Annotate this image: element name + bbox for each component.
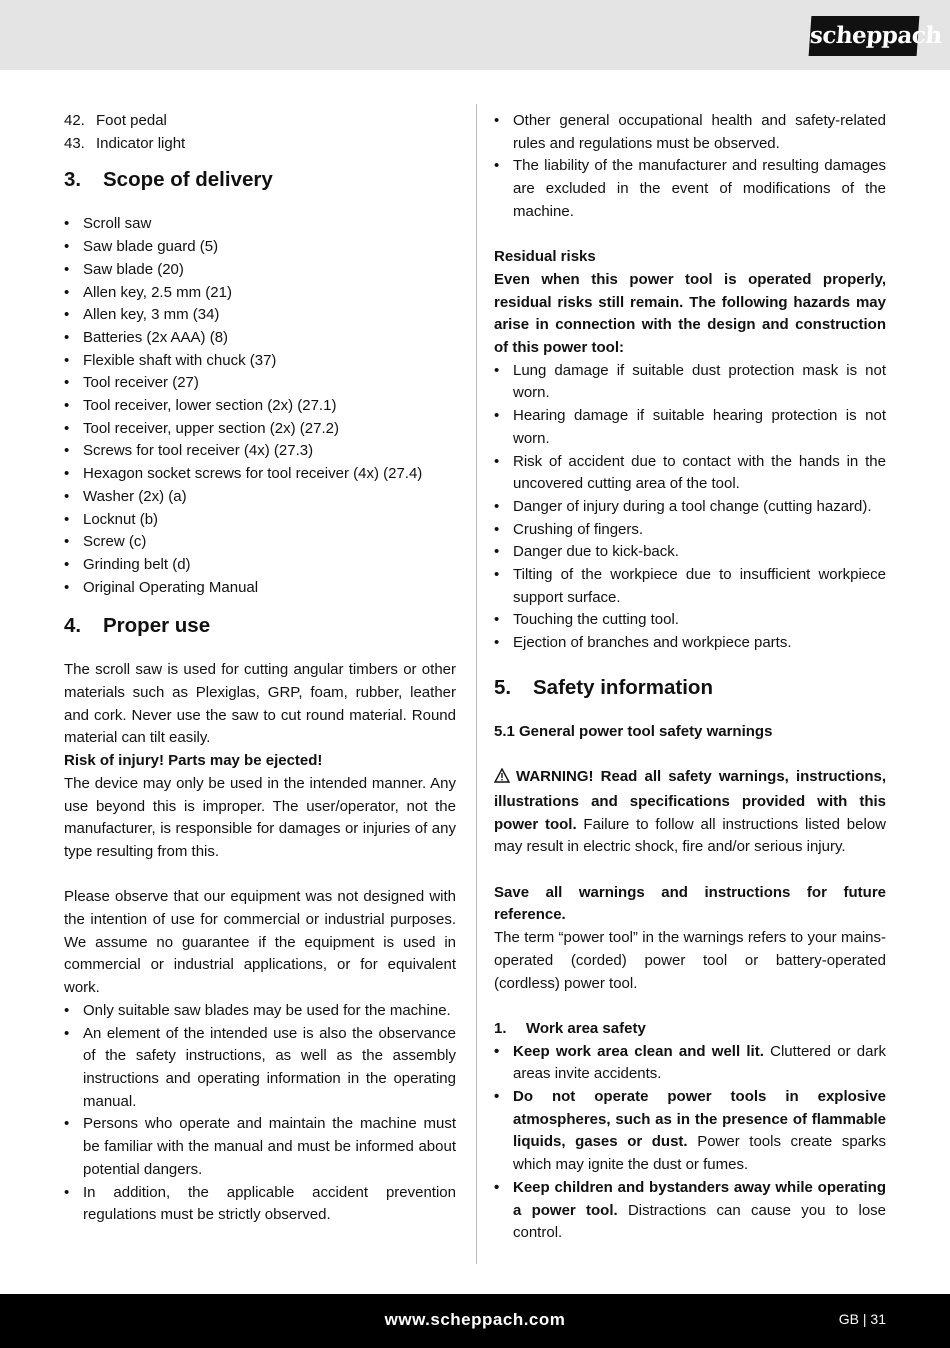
list-item: • Screw (c) bbox=[64, 531, 456, 554]
delivery-list bbox=[64, 213, 456, 599]
risk-warning: Risk of injury! Parts may be ejected! bbox=[64, 752, 323, 770]
list-item: • An element of the intended use is also the observance of the safety instructions, as well as the assembly instructions and operating information in the operating manual. bbox=[64, 1023, 456, 1114]
list-item: • Other general occupational health and safety-related rules and regulations must be observed. bbox=[494, 110, 886, 155]
page-footer bbox=[0, 1294, 950, 1348]
section-heading-safety-information: 5. Safety information bbox=[494, 675, 713, 699]
list-item: • Allen key, 2.5 mm (21) bbox=[64, 282, 456, 305]
paragraph: The device may only be used in the intended manner. Any use beyond this is improper. The user/operator, not the manufacturer, is responsible for damages or injuries of any type resulting from this. bbox=[64, 774, 456, 860]
list-item: • Touching the cutting tool. bbox=[494, 609, 886, 632]
column-divider bbox=[476, 104, 477, 1264]
list-item: • Allen key, 3 mm (34) bbox=[64, 304, 456, 327]
list-item: • Ejection of branches and workpiece parts. bbox=[494, 632, 886, 655]
list-item: • Tool receiver (27) bbox=[64, 372, 456, 395]
list-item: • Original Operating Manual bbox=[64, 577, 456, 600]
residual-risks-intro: Even when this power tool is operated properly, residual risks still remain. The following hazards may arise in connection with the design and construction of this power tool: bbox=[494, 270, 886, 357]
paragraph: The term “power tool” in the warnings refers to your mains-operated (corded) power tool or battery-operated (cordless) power tool. bbox=[494, 929, 886, 992]
list-item: • Danger of injury during a tool change (cutting hazard). bbox=[494, 496, 886, 519]
list-item: • The liability of the manufacturer and resulting damages are excluded in the event of modifications of the machine. bbox=[494, 155, 886, 223]
list-item: • Grinding belt (d) bbox=[64, 554, 456, 577]
list-item: • Crushing of fingers. bbox=[494, 519, 886, 542]
right-column bbox=[494, 110, 886, 1245]
list-item: • Tool receiver, upper section (2x) (27.2) bbox=[64, 418, 456, 441]
list-item: • Only suitable saw blades may be used for the machine. bbox=[64, 1000, 456, 1023]
list-item: • Screws for tool receiver (4x) (27.3) bbox=[64, 440, 456, 463]
residual-risks-list bbox=[494, 360, 886, 655]
general-rules-list bbox=[494, 110, 886, 224]
subsection-heading: 5.1 General power tool safety warnings bbox=[494, 722, 773, 740]
left-column bbox=[64, 110, 456, 1227]
website-link[interactable]: www.scheppach.com bbox=[384, 1310, 566, 1329]
list-item: • Danger due to kick-back. bbox=[494, 541, 886, 564]
warning-triangle-icon bbox=[494, 768, 510, 791]
work-area-safety-list bbox=[494, 1041, 886, 1245]
list-item: • Washer (2x) (a) bbox=[64, 486, 456, 509]
list-item: • In addition, the applicable accident prevention regulations must be strictly observed. bbox=[64, 1182, 456, 1227]
page-header bbox=[0, 0, 950, 70]
warning-paragraph: WARNING! Read all safety warnings, instructions, illustrations and specifications provided with this power tool. Failure to follow all instructions listed below may result in electric shock, fire and/or serious injury. bbox=[494, 768, 886, 856]
section-heading-scope-of-delivery: 3. Scope of delivery bbox=[64, 168, 273, 192]
list-item: • Lung damage if suitable dust protection mask is not worn. bbox=[494, 360, 886, 405]
list-item: 42. Foot pedal bbox=[64, 112, 167, 129]
list-item: • Batteries (2x AAA) (8) bbox=[64, 327, 456, 350]
list-item: • Keep children and bystanders away while operating a power tool. Distractions can cause you to lose control. bbox=[494, 1177, 886, 1245]
list-item: • Saw blade guard (5) bbox=[64, 236, 456, 259]
list-item: • Persons who operate and maintain the machine must be familiar with the manual and must be informed about potential dangers. bbox=[64, 1113, 456, 1181]
list-item: • Tool receiver, lower section (2x) (27.1) bbox=[64, 395, 456, 418]
list-item: • Saw blade (20) bbox=[64, 259, 456, 282]
list-item: • Locknut (b) bbox=[64, 509, 456, 532]
list-item: • Flexible shaft with chuck (37) bbox=[64, 350, 456, 373]
list-item: 43. Indicator light bbox=[64, 134, 186, 152]
list-item: • Hexagon socket screws for tool receiver (4x) (27.4) bbox=[64, 463, 456, 486]
work-area-safety-heading: 1. Work area safety bbox=[494, 1019, 646, 1037]
list-item: • Hearing damage if suitable hearing protection is not worn. bbox=[494, 405, 886, 450]
paragraph: Please observe that our equipment was not designed with the intention of use for commercial or industrial purposes. We assume no guarantee if the equipment is used in commercial or industrial applications, or for equivalent work. bbox=[64, 888, 456, 997]
parts-list-continued bbox=[64, 110, 456, 155]
list-item: • Tilting of the workpiece due to insufficient workpiece support surface. bbox=[494, 564, 886, 609]
list-item: • Keep work area clean and well lit. Cluttered or dark areas invite accidents. bbox=[494, 1041, 886, 1086]
list-item: • Scroll saw bbox=[64, 213, 456, 236]
section-heading-proper-use: 4. Proper use bbox=[64, 614, 211, 638]
scheppach-logo: scheppach bbox=[809, 16, 920, 56]
list-item: • Risk of accident due to contact with the hands in the uncovered cutting area of the tool. bbox=[494, 451, 886, 496]
page-number: GB | 31 bbox=[838, 1311, 886, 1327]
save-instructions-note: Save all warnings and instructions for future reference. bbox=[494, 883, 886, 924]
paragraph: The scroll saw is used for cutting angular timbers or other materials such as Plexiglas, GRP, foam, rubber, leather and cork. Never use the saw to cut round material. Round material can tilt easily. bbox=[64, 661, 456, 747]
proper-use-list bbox=[64, 1000, 456, 1227]
residual-risks-title: Residual risks bbox=[494, 248, 596, 266]
list-item: • Do not operate power tools in explosive atmospheres, such as in the presence of flammable liquids, gases or dust. Power tools create sparks which may ignite the dust or fumes. bbox=[494, 1086, 886, 1177]
